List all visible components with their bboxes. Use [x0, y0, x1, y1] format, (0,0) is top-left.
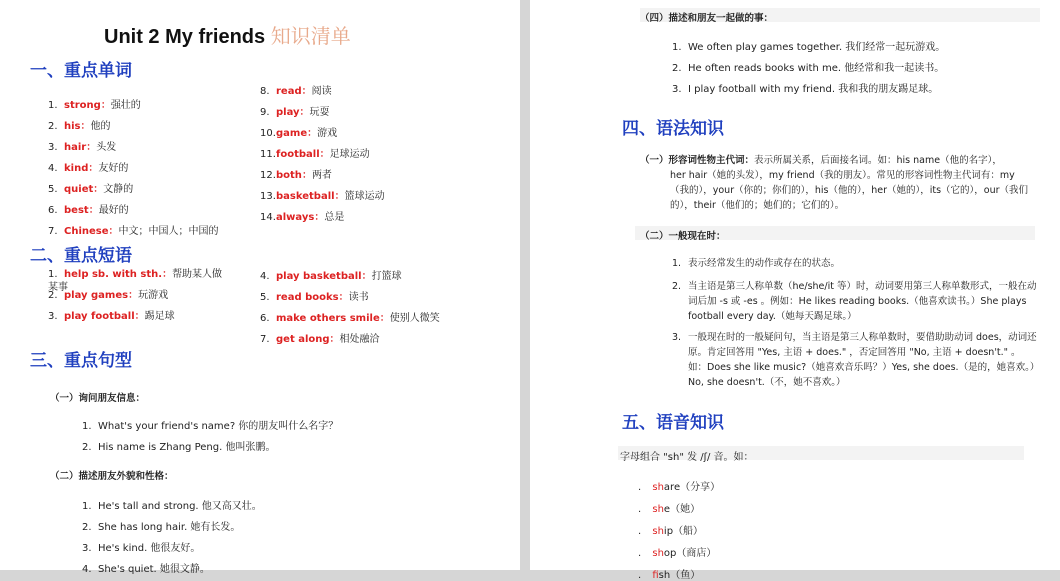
colon: ： — [128, 290, 139, 301]
item-keyword: play — [276, 107, 300, 118]
item-number: 9. — [260, 107, 270, 118]
phonics-rest: ish — [658, 570, 671, 581]
item-number: 2. — [82, 442, 92, 453]
colon: ： — [299, 107, 310, 118]
item-number: 2. — [672, 281, 682, 292]
item-meaning: 游戏 — [317, 128, 338, 139]
sub-heading-ask-info: （一）询问朋友信息： — [50, 393, 146, 404]
section-heading-phrases: 二、重点短语 — [30, 246, 132, 266]
list-item — [672, 80, 938, 95]
phonics-intro: 字母组合 "sh" 发 /ʃ/ 音。如： — [620, 452, 754, 463]
list-item — [48, 180, 133, 195]
item-keyword: play football — [64, 311, 135, 322]
colon: ： — [88, 205, 99, 216]
colon: ： — [379, 313, 390, 324]
bullet: . — [638, 526, 645, 537]
right-page — [530, 0, 1060, 581]
item-meaning: 打篮球 — [371, 271, 402, 282]
item-number: 10. — [260, 128, 276, 139]
grammar-possessive-first: 表示所属关系，后面接名词。如：his name（他的名字）， — [754, 155, 1002, 166]
item-meaning: 他的 — [90, 121, 111, 132]
item-keyword: strong — [64, 100, 101, 111]
phonics-meaning: （商店） — [676, 548, 717, 559]
colon: ： — [86, 142, 97, 153]
item-number: 1. — [672, 42, 682, 53]
list-item — [48, 96, 141, 111]
item-meaning: 中文；中国人；中国的 — [118, 226, 219, 237]
phonics-highlight: sh — [652, 482, 664, 493]
list-item — [260, 187, 385, 202]
list-item — [260, 124, 337, 139]
phonics-word — [638, 566, 700, 581]
list-item — [672, 256, 1038, 271]
item-text: She has long hair. 她有长发。 — [98, 522, 241, 533]
item-text: 表示经常发生的动作或存在的状态。 — [688, 258, 841, 269]
item-keyword: read books — [276, 292, 339, 303]
phonics-rest: ip — [663, 526, 674, 537]
list-item — [82, 539, 200, 554]
list-item — [260, 166, 332, 181]
item-text: She's quiet. 她很文静。 — [98, 564, 210, 575]
item-keyword: basketball — [276, 191, 335, 202]
phonics-word — [638, 478, 720, 493]
item-keyword: quiet — [64, 184, 94, 195]
phonics-meaning: （她） — [670, 504, 701, 515]
phonics-word — [638, 500, 700, 515]
item-meaning: 玩游戏 — [138, 290, 169, 301]
grammar-possessive — [640, 153, 1030, 168]
item-meaning: 玩耍 — [309, 107, 330, 118]
document-title — [104, 20, 351, 49]
item-number: 2. — [82, 522, 92, 533]
list-item — [260, 267, 402, 282]
item-number: 5. — [48, 184, 58, 195]
phonics-rest: e — [663, 504, 671, 515]
item-keyword: play basketball — [276, 271, 362, 282]
item-number: 3. — [48, 142, 58, 153]
colon: ： — [301, 170, 312, 181]
list-item — [260, 82, 332, 97]
colon: ： — [314, 212, 325, 223]
section-heading-words: 一、重点单词 — [30, 61, 132, 81]
colon: ： — [334, 191, 345, 202]
phonics-rest: op — [663, 548, 677, 559]
bullet: . — [638, 570, 645, 581]
title-english: Unit 2 My friends — [104, 26, 266, 48]
item-number: 3. — [48, 311, 58, 322]
list-item — [672, 279, 1038, 324]
item-text: He often reads books with me. 他经常和我一起读书。 — [688, 63, 945, 74]
item-number: 4. — [48, 163, 58, 174]
list-item — [260, 288, 369, 303]
phonics-word — [638, 522, 703, 537]
item-number: 3. — [672, 332, 682, 343]
phonics-meaning: （鱼） — [670, 570, 701, 581]
item-number: 6. — [260, 313, 270, 324]
section-heading-phonics: 五、语音知识 — [622, 413, 724, 433]
grammar-possessive-rest: her hair（她的头发），my friend（我的朋友）。常见的形容词性物主代词有：my（我的），your（你的；你们的），his（他的），her（她的），its（它的），our（我们的），their（他们的；她们的；它们的）。 — [670, 170, 1029, 211]
item-keyword: Chinese — [64, 226, 109, 237]
list-item — [260, 103, 330, 118]
list-item — [82, 560, 210, 575]
item-number: 4. — [260, 271, 270, 282]
phonics-highlight: sh — [652, 548, 664, 559]
item-keyword: make others smile — [276, 313, 380, 324]
item-number: 4. — [82, 564, 92, 575]
list-item — [48, 201, 129, 216]
list-item — [260, 309, 440, 324]
item-keyword: both — [276, 170, 302, 181]
colon: ： — [108, 226, 119, 237]
item-meaning: 最好的 — [98, 205, 129, 216]
item-meaning: 头发 — [96, 142, 117, 153]
item-text: What's your friend's name? 你的朋友叫什么名字？ — [98, 421, 339, 432]
item-number: 6. — [48, 205, 58, 216]
item-number: 1. — [82, 421, 92, 432]
item-number: 12. — [260, 170, 276, 181]
item-meaning: 相处融洽 — [339, 334, 380, 345]
item-meaning: 足球运动 — [329, 149, 370, 160]
section-heading-sentences: 三、重点句型 — [30, 351, 132, 371]
item-text: 当主语是第三人称单数（he/she/it 等）时，动词要用第三人称单数形式，一般在动词后加 -s 或 -es 。例如：He likes reading books.（他喜欢读书。）She plays football every day.（她每天踢足球。） — [688, 281, 1037, 322]
colon: ： — [301, 86, 312, 97]
list-item — [82, 438, 275, 453]
list-item — [48, 159, 128, 174]
sub-heading-activities: （四）描述和朋友一起做的事： — [640, 13, 774, 24]
item-text: We often play games together. 我们经常一起玩游戏。 — [688, 42, 946, 53]
item-keyword: read — [276, 86, 302, 97]
item-meaning: 强壮的 — [110, 100, 141, 111]
list-item — [260, 145, 370, 160]
colon: ： — [307, 128, 318, 139]
item-keyword: hair — [64, 142, 87, 153]
item-number: 3. — [672, 84, 682, 95]
left-page — [0, 0, 520, 575]
item-meaning: 帮助某人做某事 — [48, 269, 223, 293]
item-keyword: always — [276, 212, 315, 223]
item-keyword: play games — [64, 290, 129, 301]
phonics-rest: are — [663, 482, 681, 493]
colon: ： — [93, 184, 104, 195]
item-keyword: game — [276, 128, 308, 139]
bullet: . — [638, 548, 645, 559]
item-meaning: 踢足球 — [144, 311, 175, 322]
item-text: He's tall and strong. 他又高又壮。 — [98, 501, 262, 512]
item-meaning: 使别人微笑 — [389, 313, 440, 324]
item-number: 1. — [48, 269, 58, 280]
item-number: 1. — [48, 100, 58, 111]
item-number: 2. — [672, 63, 682, 74]
item-keyword: get along — [276, 334, 330, 345]
item-number: 11. — [260, 149, 276, 160]
colon: ： — [100, 100, 111, 111]
title-chinese: 知识清单 — [270, 26, 351, 48]
item-keyword: his — [64, 121, 81, 132]
item-number: 13. — [260, 191, 276, 202]
item-meaning: 阅读 — [311, 86, 332, 97]
list-item — [48, 138, 116, 153]
colon: ： — [134, 311, 145, 322]
phonics-highlight: sh — [652, 504, 664, 515]
phonics-meaning: （分享） — [680, 482, 721, 493]
item-text: He's kind. 他很友好。 — [98, 543, 201, 554]
item-keyword: best — [64, 205, 89, 216]
colon: ： — [361, 271, 372, 282]
list-item — [82, 417, 338, 432]
sub-heading-describe: （二）描述朋友外貌和性格： — [50, 471, 174, 482]
phonics-highlight: f — [652, 570, 659, 581]
list-item — [48, 222, 219, 237]
bullet: . — [638, 504, 645, 515]
colon: ： — [329, 334, 340, 345]
item-number: 7. — [48, 226, 58, 237]
grammar-possessive-label: （一）形容词性物主代词： — [640, 155, 755, 166]
list-item — [48, 117, 111, 132]
item-keyword: football — [276, 149, 320, 160]
item-number: 3. — [82, 543, 92, 554]
item-text: I play football with my friend. 我和我的朋友踢足球。 — [688, 84, 939, 95]
colon: ： — [80, 121, 91, 132]
list-item — [260, 330, 380, 345]
item-number: 5. — [260, 292, 270, 303]
phonics-meaning: （船） — [673, 526, 704, 537]
colon: ： — [88, 163, 99, 174]
item-meaning: 总是 — [324, 212, 345, 223]
item-meaning: 篮球运动 — [344, 191, 385, 202]
item-text: 一般现在时的一般疑问句，当主语是第三人称单数时，要借助助动词 does，动词还原。肯定回答用 "Yes, 主语 + does." ，否定回答用 "No, 主语 + doesn't." 。如：Does she like music?（她喜欢音乐吗？）Yes, she does.（是的，她喜欢。）No, she doesn't.（不，她不喜欢。） — [688, 332, 1037, 388]
item-number: 2. — [48, 121, 58, 132]
sub-heading-present-simple: （二）一般现在时： — [640, 231, 726, 242]
section-heading-grammar: 四、语法知识 — [622, 119, 724, 139]
list-item — [672, 59, 944, 74]
item-meaning: 文静的 — [103, 184, 134, 195]
item-meaning: 两者 — [311, 170, 332, 181]
item-keyword: help sb. with sth. — [64, 269, 163, 280]
list-item — [48, 289, 223, 302]
list-item — [672, 38, 945, 53]
item-number: 8. — [260, 86, 270, 97]
list-item — [260, 208, 344, 223]
list-item — [82, 497, 262, 512]
phonics-highlight: sh — [652, 526, 664, 537]
item-meaning: 友好的 — [98, 163, 129, 174]
item-number: 1. — [82, 501, 92, 512]
list-item — [48, 310, 223, 323]
item-number: 14. — [260, 212, 276, 223]
colon: ： — [319, 149, 330, 160]
item-text: His name is Zhang Peng. 他叫张鹏。 — [98, 442, 276, 453]
list-item — [82, 518, 240, 533]
item-number: 2. — [48, 290, 58, 301]
bullet: . — [638, 482, 645, 493]
item-number: 7. — [260, 334, 270, 345]
colon: ： — [338, 292, 349, 303]
phonics-word — [638, 544, 716, 559]
item-meaning: 读书 — [348, 292, 369, 303]
item-number: 1. — [672, 258, 682, 269]
item-keyword: kind — [64, 163, 89, 174]
list-item — [672, 330, 1038, 390]
colon: ： — [162, 269, 173, 280]
